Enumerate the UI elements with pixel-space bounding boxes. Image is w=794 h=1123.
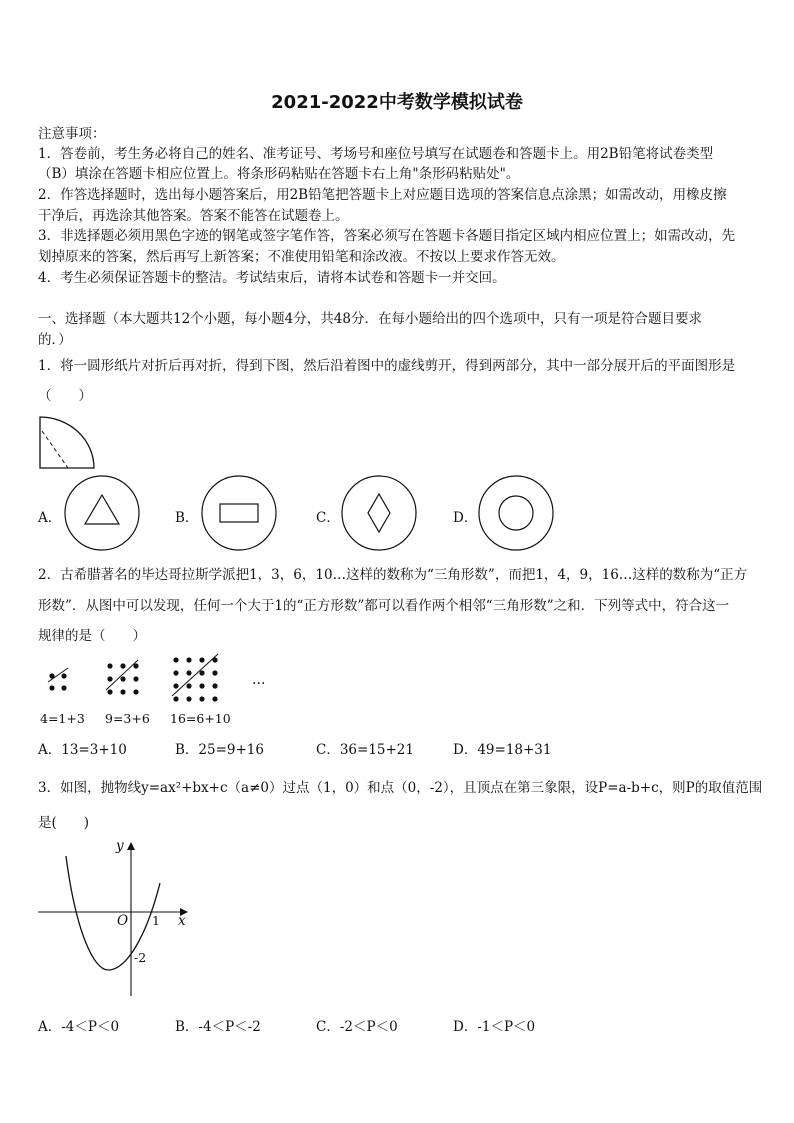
q1-option-c-figure <box>340 474 418 552</box>
notice-heading: 注意事项： <box>38 126 106 142</box>
notice-line: 4．考生必须保证答题卡的整洁。考试结束后，请将本试卷和答题卡一并交回。 <box>38 270 506 286</box>
q1-stem: 1．将一圆形纸片对折后再对折，得到下图，然后沿着图中的虚线剪开，得到两部分，其中一部分展开后的平面图形是 <box>38 358 736 374</box>
q3-stem: 3．如图，抛物线y=ax²+bx+c（a≠0）过点（1，0）和点（0，-2），且顶点在第三象限，设P=a-b+c，则P的取值范围 <box>38 780 763 796</box>
q2-fig-label: 4=1+3 <box>40 711 85 726</box>
notice-line: 3．非选择题必须用黑色字迹的钢笔或签字笔作答，答案必须写在答题卡各题目指定区域内相应位置上；如需改动，先 <box>38 228 736 244</box>
q3-option-c: C．-2＜P＜0 <box>316 1019 398 1035</box>
q2-option-d: D．49=18+31 <box>453 742 552 758</box>
q2-stem: 2．古希腊著名的毕达哥拉斯学派把1，3，6，10…这样的数称为“三角形数”，而把1，4，9，16…这样的数称为“正方 <box>38 567 748 583</box>
q2-fig-label: 9=3+6 <box>105 711 150 726</box>
q2-stem-cont: 规律的是（ ） <box>38 628 146 644</box>
q2-option-b: B．25=9+16 <box>175 742 264 758</box>
q1-option-d-label: D． <box>453 510 478 526</box>
q1-option-c-label: C． <box>316 510 340 526</box>
notice-line: （B）填涂在答题卡相应位置上。将条形码粘贴在答题卡右上角"条形码粘贴处"。 <box>38 166 520 182</box>
page-title: 2021-2022中考数学模拟试卷 <box>271 92 523 113</box>
notice-line: 2．作答选择题时，选出每小题答案后，用2B铅笔把答题卡上对应题目选项的答案信息点涂黑；如需改动，用橡皮擦 <box>38 187 727 203</box>
q1-option-a-figure <box>63 474 141 552</box>
q3-y-tick-label: -2 <box>134 950 147 965</box>
q1-folded-paper-figure <box>38 415 98 470</box>
q2-dot-figure-2x2 <box>46 670 76 696</box>
q1-option-a-label: A． <box>38 510 62 526</box>
q3-y-axis-label: y <box>116 838 124 854</box>
notice-line: 干净后，再选涂其他答案。答案不能答在试题卷上。 <box>38 208 349 224</box>
q1-option-d-figure <box>477 474 555 552</box>
notice-line: 1．答卷前，考生务必将自己的姓名、准考证号、考场号和座位号填写在试题卷和答题卡上。用2B铅笔将试卷类型 <box>38 146 714 162</box>
q2-dot-figure-4x4 <box>170 654 222 704</box>
q2-option-a: A．13=3+10 <box>38 742 127 758</box>
q3-stem-cont: 是( ) <box>38 815 90 831</box>
q3-option-b: B．-4＜P＜-2 <box>175 1019 261 1035</box>
q2-dot-figure-3x3 <box>104 660 146 700</box>
q3-option-d: D．-1＜P＜0 <box>453 1019 536 1035</box>
notice-line: 划掉原来的答案，然后再写上新答案；不准使用铅笔和涂改液。不按以上要求作答无效。 <box>38 249 565 265</box>
q1-option-b-figure <box>200 474 278 552</box>
q2-fig-label: 16=6+10 <box>170 711 231 726</box>
q3-x-tick-label: 1 <box>152 913 160 928</box>
q2-ellipsis: … <box>252 672 266 688</box>
q3-option-a: A．-4＜P＜0 <box>38 1019 120 1035</box>
section-heading-cont: 的．） <box>38 332 72 348</box>
q2-option-c: C．36=15+21 <box>316 742 414 758</box>
section-heading: 一、选择题（本大题共12个小题，每小题4分，共48分．在每小题给出的四个选项中，只有一项是符合题目要求 <box>38 311 702 327</box>
q3-parabola-figure <box>36 838 196 1000</box>
q3-x-axis-label: x <box>178 913 186 929</box>
q3-origin-label: O <box>117 913 129 929</box>
q1-option-b-label: B． <box>175 510 199 526</box>
q1-paren: （ ） <box>38 388 92 404</box>
q2-stem-cont: 形数”．从图中可以发现，任何一个大于1的“正方形数”都可以看作两个相邻“三角形数”之和．下列等式中，符合这一 <box>38 598 730 614</box>
